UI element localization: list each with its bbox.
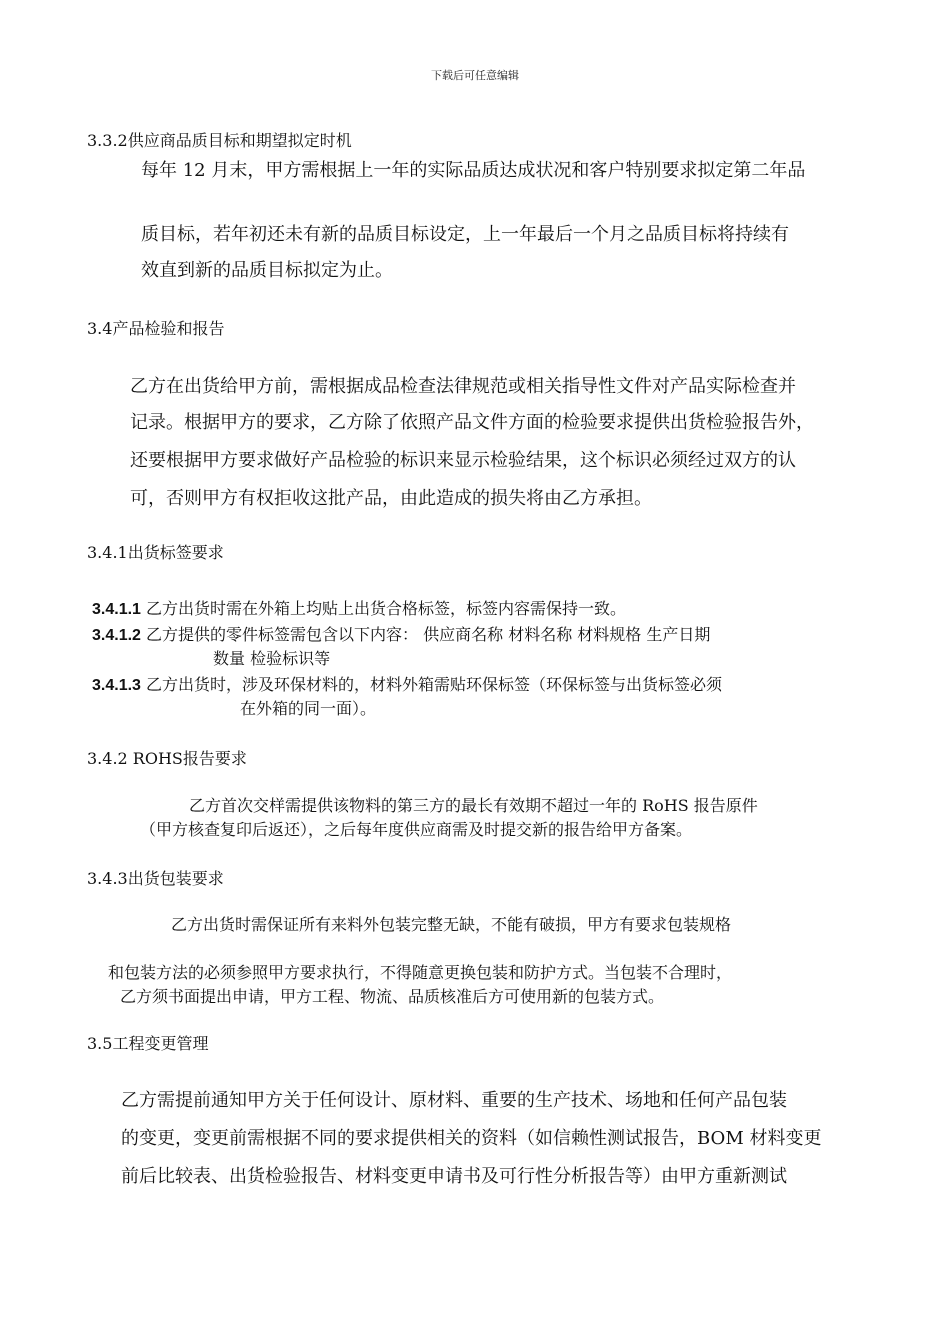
heading-3-5: 3.5工程变更管理 (87, 1034, 209, 1053)
list-item-3-4-1-3 (92, 672, 722, 695)
para-3-5-line-2: 的变更，变更前需根据不同的要求提供相关的资料（如信赖性测试报告，BOM 材料变更 (121, 1128, 822, 1149)
item-number: 3.4.1.1 (92, 601, 141, 618)
para-3-4-3-line-1: 乙方出货时需保证所有来料外包装完整无缺，不能有破损，甲方有要求包装规格 (171, 915, 732, 934)
list-item-3-4-1-2 (92, 622, 710, 645)
para-3-3-2-line-2: 质目标，若年初还未有新的品质目标设定，上一年最后一个月之品质目标将持续有 (141, 224, 789, 245)
heading-3-4-3: 3.4.3出货包装要求 (87, 869, 224, 888)
heading-3-4: 3.4产品检验和报告 (87, 319, 225, 338)
para-3-4-2-line-1: 乙方首次交样需提供该物料的第三方的最长有效期不超过一年的 RoHS 报告原件 (189, 796, 758, 815)
list-item-3-4-1-2-cont: 数量 检验标识等 (213, 649, 331, 668)
heading-3-3-2: 3.3.2供应商品质目标和期望拟定时机 (87, 131, 352, 150)
item-text: 乙方出货时，涉及环保材料的，材料外箱需贴环保标签（环保标签与出货标签必须 (146, 675, 723, 694)
para-3-4-3-line-2: 和包装方法的必须参照甲方要求执行，不得随意更换包装和防护方式。当包装不合理时， (108, 963, 733, 982)
heading-3-4-1: 3.4.1出货标签要求 (87, 543, 224, 562)
para-3-3-2-line-3: 效直到新的品质目标拟定为止。 (141, 260, 393, 281)
list-item-3-4-1-3-cont: 在外箱的同一面）。 (240, 699, 377, 718)
item-text: 乙方出货时需在外箱上均贴上出货合格标签，标签内容需保持一致。 (146, 599, 627, 618)
para-3-5-line-3: 前后比较表、出货检验报告、材料变更申请书及可行性分析报告等）由甲方重新测试 (121, 1166, 787, 1187)
page-header: 下载后可任意编辑 (431, 69, 519, 82)
para-3-4-line-1: 乙方在出货给甲方前，需根据成品检查法律规范或相关指导性文件对产品实际检查并 (130, 376, 796, 397)
item-number: 3.4.1.2 (92, 627, 141, 644)
para-3-4-line-3: 还要根据甲方要求做好产品检验的标识来显示检验结果，这个标识必须经过双方的认 (130, 450, 796, 471)
item-number: 3.4.1.3 (92, 677, 141, 694)
para-3-4-line-4: 可，否则甲方有权拒收这批产品，由此造成的损失将由乙方承担。 (130, 488, 652, 509)
heading-3-4-2: 3.4.2 ROHS报告要求 (87, 749, 247, 768)
para-3-4-line-2: 记录。根据甲方的要求，乙方除了依照产品文件方面的检验要求提供出货检验报告外， (130, 412, 814, 433)
para-3-3-2-line-1: 每年 12 月末，甲方需根据上一年的实际品质达成状况和客户特别要求拟定第二年品 (141, 160, 806, 181)
list-item-3-4-1-1 (92, 596, 626, 619)
para-3-4-2-line-2: （甲方核查复印后返还），之后每年度供应商需及时提交新的报告给甲方备案。 (140, 820, 693, 839)
para-3-4-3-line-3: 乙方须书面提出申请，甲方工程、物流、品质核准后方可使用新的包装方式。 (120, 987, 665, 1006)
item-text: 乙方提供的零件标签需包含以下内容： 供应商名称 材料名称 材料规格 生产日期 (146, 625, 711, 644)
para-3-5-line-1: 乙方需提前通知甲方关于任何设计、原材料、重要的生产技术、场地和任何产品包装 (121, 1090, 787, 1111)
